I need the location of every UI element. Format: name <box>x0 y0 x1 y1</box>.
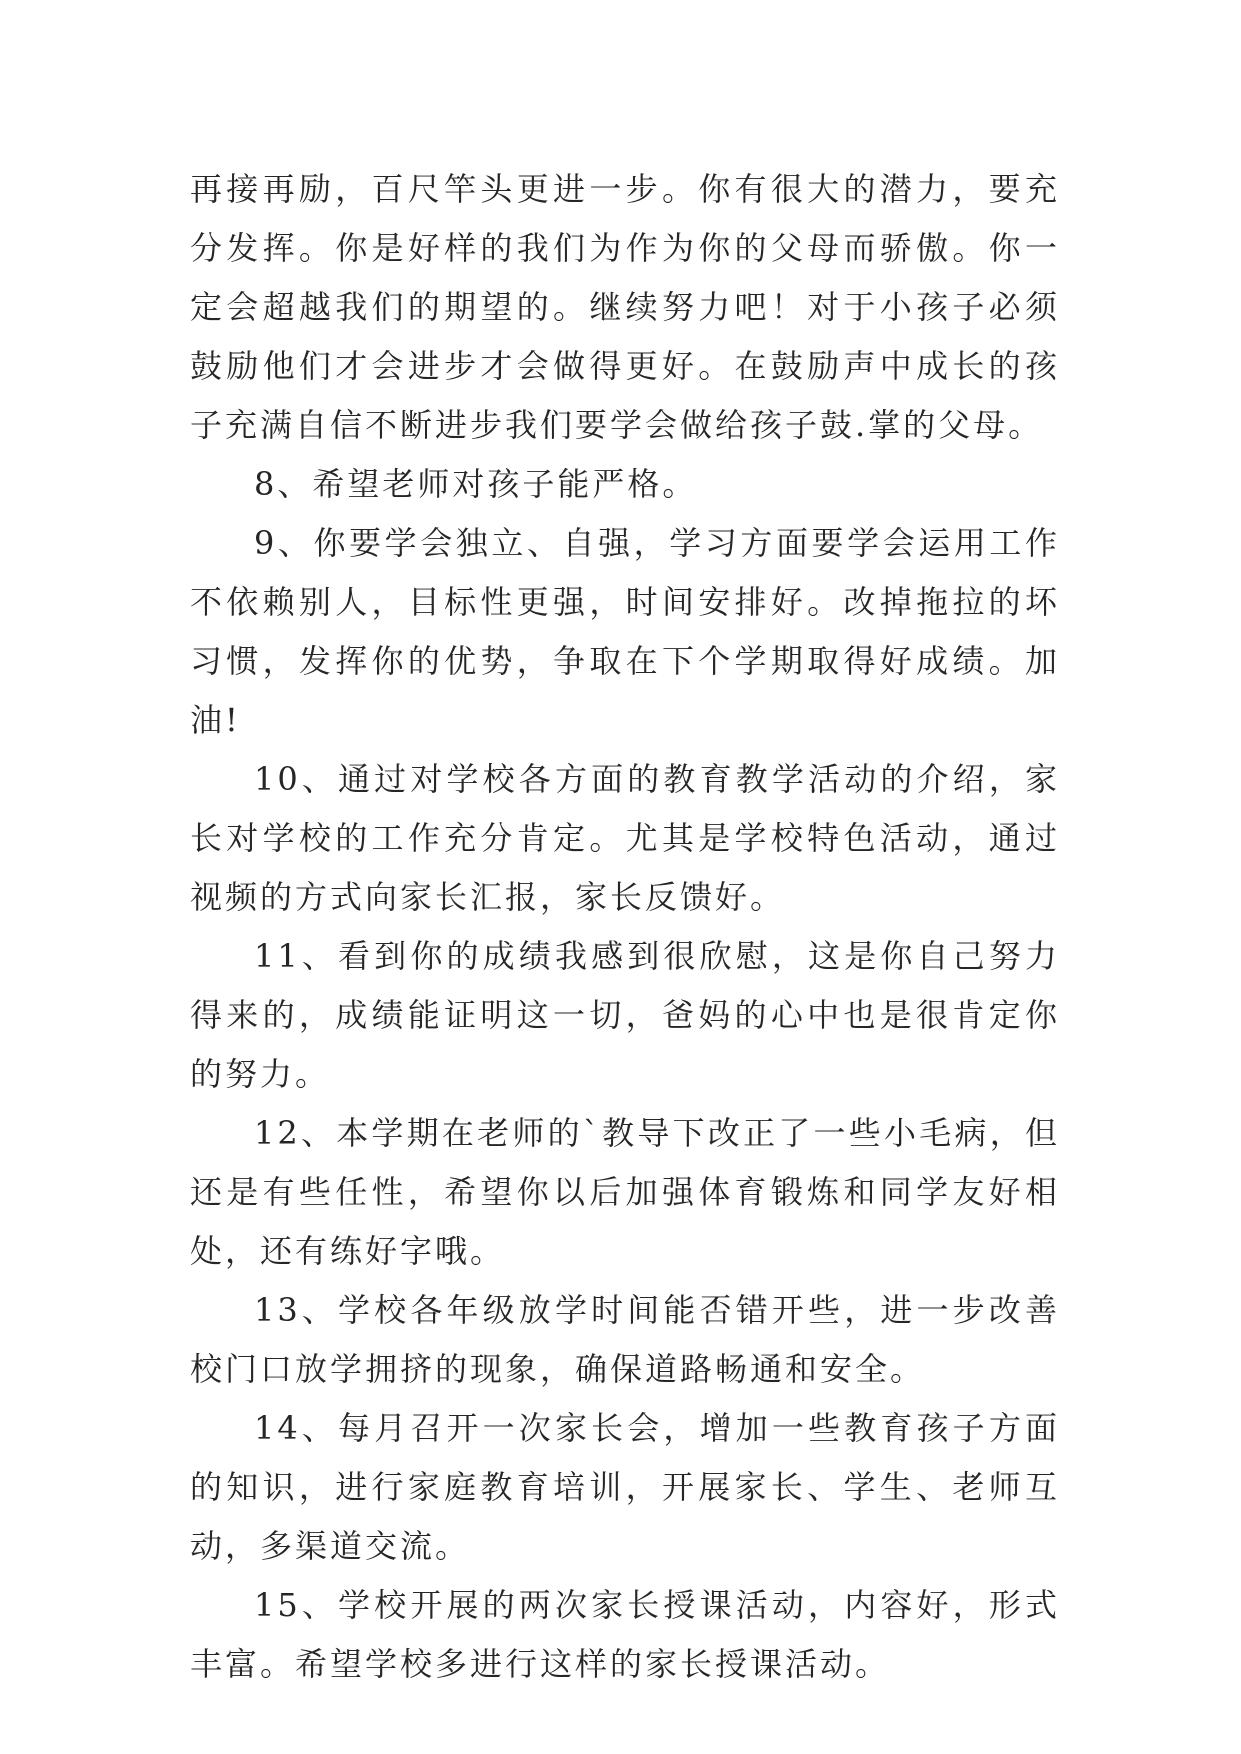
paragraph-continuation: 再接再励，百尺竿头更进一步。你有很大的潜力，要充分发挥。你是好样的我们为作为你的父母而骄傲。你一定会超越我们的期望的。继续努力吧！对于小孩子必须鼓励他们才会进步才会做得更好。在鼓励声中成长的孩子充满自信不断进步我们要学会做给孩子鼓.掌的父母。 <box>190 170 1060 444</box>
paragraph-item-11: 11、看到你的成绩我感到很欣慰，这是你自己努力得来的，成绩能证明这一切，爸妈的心中也是很肯定你的努力。 <box>190 937 1060 1093</box>
paragraph-item-9: 9、你要学会独立、自强，学习方面要学会运用工作不依赖别人，目标性更强，时间安排好。改掉拖拉的坏习惯，发挥你的优势，争取在下个学期取得好成绩。加油! <box>190 524 1060 739</box>
paragraph-item-13: 13、学校各年级放学时间能否错开些，进一步改善校门口放学拥挤的现象，确保道路畅通和安全。 <box>190 1291 1060 1388</box>
paragraph-item-8: 8、希望老师对孩子能严格。 <box>254 465 698 503</box>
paragraph-item-10: 10、通过对学校各方面的教育教学活动的介绍，家长对学校的工作充分肯定。尤其是学校特色活动，通过视频的方式向家长汇报，家长反馈好。 <box>190 760 1060 916</box>
paragraph-item-15: 15、学校开展的两次家长授课活动，内容好，形式丰富。希望学校多进行这样的家长授课活动。 <box>190 1586 1060 1683</box>
paragraph-item-14: 14、每月召开一次家长会，增加一些教育孩子方面的知识，进行家庭教育培训，开展家长、学生、老师互动，多渠道交流。 <box>190 1409 1060 1565</box>
paragraph-item-12: 12、本学期在老师的`教导下改正了一些小毛病，但还是有些任性，希望你以后加强体育锻炼和同学友好相处，还有练好字哦。 <box>190 1114 1060 1270</box>
document-body <box>190 160 1060 1694</box>
